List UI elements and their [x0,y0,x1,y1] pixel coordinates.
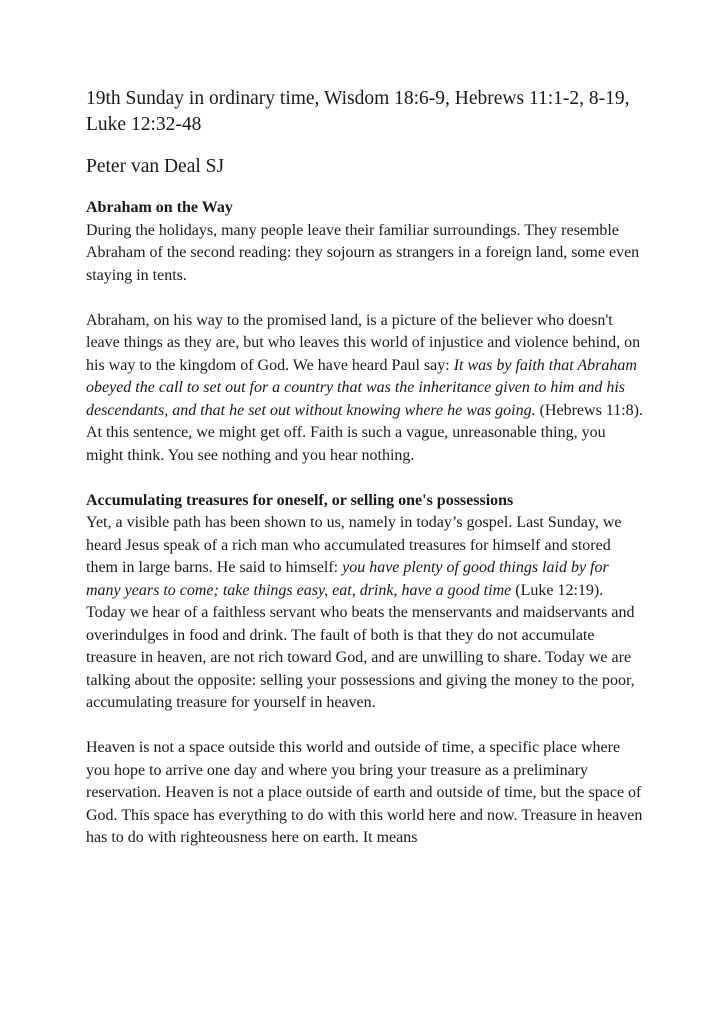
section-abraham-on-the-way [86,197,646,467]
document-title: 19th Sunday in ordinary time, Wisdom 18:6-9, Hebrews 11:1-2, 8-19, Luke 12:32-48 [86,88,630,135]
section-accumulating-treasures [86,490,646,850]
scripture-quote: It was by faith that Abraham obeyed the call to set out for a country that was the inheritance given to him and his descendants, and that he set out without knowing where he was going. [86,356,637,419]
scripture-quote: you have plenty of good things laid by for many years to come; take things easy, eat, drink, have a good time [86,559,609,599]
paragraph: Heaven is not a space outside this world and outside of time, a specific place where you hope to arrive one day and where you bring your treasure as a preliminary reservation. Heaven is not a place outside of earth and outside of time, but the space of God. This space has everything to do with this world here and now. Treasure in heaven has to do with righteousness here on earth. It means [86,739,643,846]
paragraph [86,310,646,468]
section-heading: Accumulating treasures for oneself, or selling one's possessions [86,491,514,509]
document-page [86,86,646,850]
paragraph [86,512,646,715]
section-heading: Abraham on the Way [86,199,233,216]
paragraph-text: Yet, a visible path has been shown to us, namely in today’s gospel. Last Sunday, we heard Jesus speak of a rich man who accumulated treasures for himself and stored them in large barns. He said to himself: [86,514,622,576]
author-name: Peter van Deal SJ [86,156,225,177]
paragraph-text: (Luke 12:19). Today we hear of a faithless servant who beats the menservants and maidservants and overindulges in food and drink. The fault of both is that they do not accumulate treasure in heaven, are not rich toward God, and are unwilling to share. Today we are talking about the opposite: selling your possessions and giving the money to the poor, accumulating treasure for yourself in heaven. [86,581,635,711]
paragraph-text: (Hebrews 11:8). At this sentence, we might get off. Faith is such a vague, unreasonable thing, you might think. You see nothing and you hear nothing. [86,401,643,464]
paragraph-text: Abraham, on his way to the promised land, is a picture of the believer who doesn't leave things as they are, but who leaves this world of injustice and violence behind, on his way to the kingdom of God. We have heard Paul say: [86,311,641,374]
paragraph: During the holidays, many people leave their familiar surroundings. They resemble Abraham of the second reading: they sojourn as strangers in a foreign land, some even staying in tents. [86,221,640,284]
